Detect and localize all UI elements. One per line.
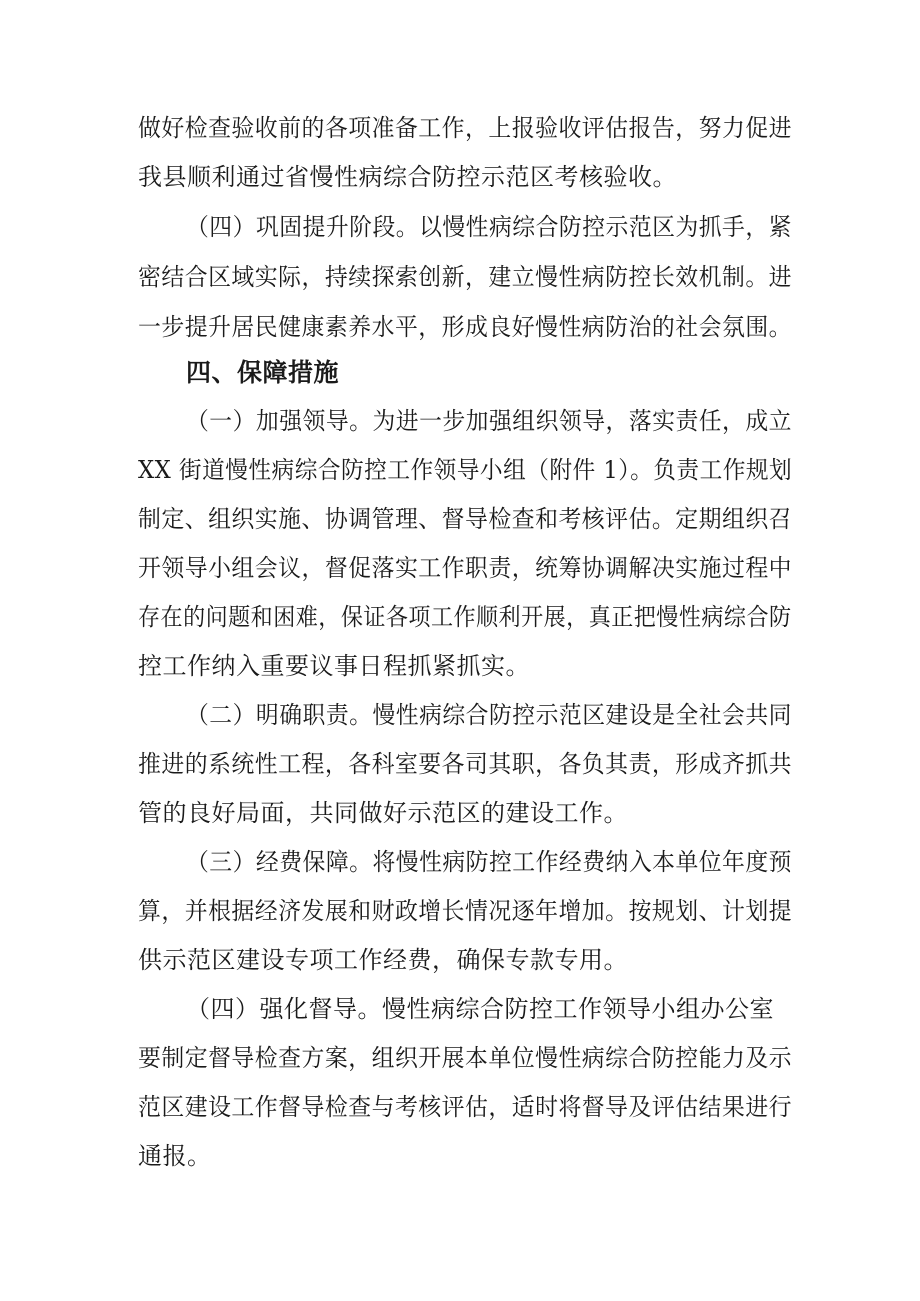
paragraph-line: 算，并根据经济发展和财政增长情况逐年增加。按规划、计划提 <box>138 897 793 925</box>
paragraph-line: 控工作纳入重要议事日程抓紧抓实。 <box>138 652 530 680</box>
paragraph-line: 制定、组织实施、协调管理、督导检查和考核评估。定期组织召 <box>138 505 793 533</box>
paragraph-line: （四）强化督导。慢性病综合防控工作领导小组办公室 <box>186 995 774 1023</box>
paragraph-line: （二）明确职责。慢性病综合防控示范区建设是全社会共同 <box>186 701 792 729</box>
paragraph-line: 一步提升居民健康素养水平，形成良好慢性病防治的社会氛围。 <box>138 313 793 341</box>
paragraph-line: 范区建设工作督导检查与考核评估，适时将督导及评估结果进行 <box>138 1093 793 1121</box>
paragraph-line: （四）巩固提升阶段。以慢性病综合防控示范区为抓手，紧 <box>186 213 792 241</box>
section-heading: 四、保障措施 <box>186 358 340 387</box>
paragraph-line: 管的良好局面，共同做好示范区的建设工作。 <box>138 799 628 827</box>
paragraph-line: 密结合区域实际，持续探索创新，建立慢性病防控长效机制。进 <box>138 263 793 291</box>
paragraph-line: 要制定督导检查方案，组织开展本单位慢性病综合防控能力及示 <box>138 1044 793 1072</box>
paragraph-line: （三）经费保障。将慢性病防控工作经费纳入本单位年度预 <box>186 848 792 876</box>
paragraph-line: 供示范区建设专项工作经费，确保专款专用。 <box>138 946 628 974</box>
paragraph-line: 存在的问题和困难，保证各项工作顺利开展，真正把慢性病综合防 <box>138 603 792 631</box>
paragraph-line: XX 街道慢性病综合防控工作领导小组（附件 1）。负责工作规划 <box>138 456 793 484</box>
paragraph-line: （一）加强领导。为进一步加强组织领导，落实责任，成立 <box>186 407 792 435</box>
paragraph-line: 推进的系统性工程，各科室要各司其职，各负其责，形成齐抓共 <box>138 750 793 778</box>
paragraph-line: 我县顺利通过省慢性病综合防控示范区考核验收。 <box>138 163 677 191</box>
paragraph-line: 通报。 <box>138 1142 212 1170</box>
paragraph-line: 开领导小组会议，督促落实工作职责，统筹协调解决实施过程中 <box>138 554 793 582</box>
paragraph-line: 做好检查验收前的各项准备工作，上报验收评估报告，努力促进 <box>138 114 793 142</box>
